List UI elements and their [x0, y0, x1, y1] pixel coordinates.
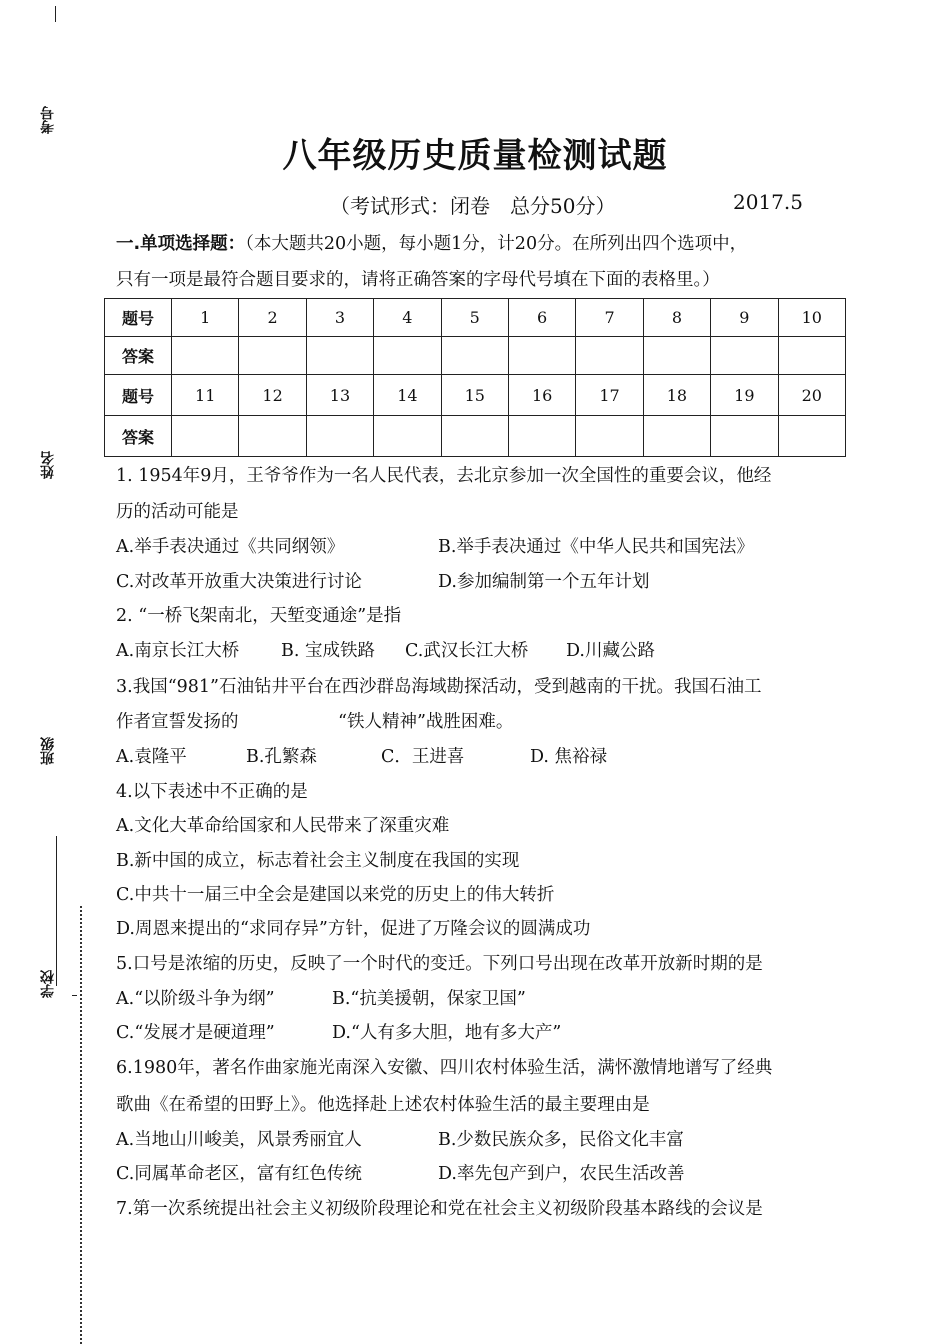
- question-number-cell: 10: [778, 299, 845, 337]
- answer-cell[interactable]: [306, 337, 373, 375]
- question-number-cell: 5: [441, 299, 508, 337]
- question-number-cell: 8: [643, 299, 710, 337]
- q6-option-b: B.少数民族众多，民俗文化丰富: [438, 1130, 684, 1150]
- q5-option-a: A.“以阶级斗争为纲”: [116, 989, 275, 1009]
- q1-option-b: B.举手表决通过《中华人民共和国宪法》: [438, 537, 754, 557]
- q6-stem-line-1: 6.1980年，著名作曲家施光南深入安徽、四川农村体验生活，满怀激情地谱写了经典: [116, 1058, 773, 1078]
- exam-title: 八年级历史质量检测试题: [282, 136, 668, 176]
- answer-cell[interactable]: [239, 416, 306, 457]
- binding-tick: [72, 995, 77, 996]
- school-fill-line: [56, 836, 57, 986]
- exam-date: 2017.5: [733, 190, 803, 214]
- question-number-cell: 20: [778, 375, 845, 416]
- section-instruction-1: （本大题共20小题，每小题1分，计20分。在所列出四个选项中，: [245, 234, 748, 254]
- answer-cell[interactable]: [576, 416, 643, 457]
- answer-cell[interactable]: [172, 337, 239, 375]
- q4-option-d: D.周恩来提出的“求同存异”方针，促进了万隆会议的圆满成功: [116, 919, 591, 939]
- q3-option-c: C．王进喜: [381, 747, 465, 767]
- answer-cell[interactable]: [441, 337, 508, 375]
- q5-option-d: D.“人有多大胆，地有多大产”: [332, 1023, 562, 1043]
- q1-option-c: C.对改革开放重大决策进行讨论: [116, 572, 362, 592]
- q4-option-c: C.中共十一届三中全会是建国以来党的历史上的伟大转折: [116, 885, 555, 905]
- question-number-cell: 7: [576, 299, 643, 337]
- question-number-cell: 17: [576, 375, 643, 416]
- school-label: 学校: [40, 970, 56, 998]
- answer-table: [104, 298, 846, 457]
- q4-stem: 4.以下表述中不正确的是: [116, 782, 308, 802]
- answer-cell[interactable]: [374, 337, 441, 375]
- answer-cell[interactable]: [441, 416, 508, 457]
- question-number-header: 题号: [105, 299, 172, 337]
- class-label: 班级: [40, 737, 56, 765]
- question-number-row: [105, 375, 846, 416]
- q4-option-a: A.文化大革命给国家和人民带来了深重灾难: [116, 816, 450, 836]
- name-label: 姓名: [40, 451, 56, 479]
- question-number-cell: 2: [239, 299, 306, 337]
- question-number-cell: 6: [508, 299, 575, 337]
- section-instruction-line-1: [116, 230, 747, 255]
- answer-row: [105, 416, 846, 457]
- answer-cell[interactable]: [711, 416, 778, 457]
- question-number-cell: 15: [441, 375, 508, 416]
- q2-stem: 2. “一桥飞架南北，天堑变通途”是指: [116, 606, 402, 626]
- binding-top-mark: [55, 6, 56, 22]
- question-number-cell: 9: [711, 299, 778, 337]
- answer-cell[interactable]: [711, 337, 778, 375]
- q3-stem-line-2b: “铁人精神”战胜困难。: [338, 712, 514, 732]
- q3-option-a: A.袁隆平: [116, 747, 187, 767]
- question-number-cell: 18: [643, 375, 710, 416]
- q2-option-b: B. 宝成铁路: [281, 641, 375, 661]
- q3-option-b: B.孔繁森: [246, 747, 317, 767]
- answer-cell[interactable]: [778, 416, 845, 457]
- q1-option-a: A.举手表决通过《共同纲领》: [116, 537, 345, 557]
- q5-stem: 5.口号是浓缩的历史，反映了一个时代的变迁。下列口号出现在改革开放新时期的是: [116, 954, 763, 974]
- q3-stem-line-2a: 作者宣誓发扬的: [116, 712, 239, 732]
- q6-option-c: C.同属革命老区，富有红色传统: [116, 1164, 362, 1184]
- answer-row: [105, 337, 846, 375]
- q3-stem-line-1: 3.我国“981”石油钻井平台在西沙群岛海域勘探活动，受到越南的干扰。我国石油工: [116, 677, 762, 697]
- q6-stem-line-2: 歌曲《在希望的田野上》。他选择赴上述农村体验生活的最主要理由是: [116, 1095, 650, 1115]
- q4-option-b: B.新中国的成立，标志着社会主义制度在我国的实现: [116, 851, 520, 871]
- question-number-cell: 16: [508, 375, 575, 416]
- q5-option-b: B.“抗美援朝，保家卫国”: [332, 989, 526, 1009]
- question-number-cell: 11: [172, 375, 239, 416]
- answer-cell[interactable]: [239, 337, 306, 375]
- question-number-cell: 3: [306, 299, 373, 337]
- binding-dashed-line: [80, 906, 82, 1344]
- question-number-header: 题号: [105, 375, 172, 416]
- answer-cell[interactable]: [643, 416, 710, 457]
- answer-header: 答案: [105, 416, 172, 457]
- answer-header: 答案: [105, 337, 172, 375]
- question-number-row: [105, 299, 846, 337]
- exam-subtitle: （考试形式：闭卷 总分50分）: [330, 194, 616, 218]
- q3-option-d: D. 焦裕禄: [530, 747, 608, 767]
- answer-cell[interactable]: [508, 337, 575, 375]
- question-number-cell: 19: [711, 375, 778, 416]
- q6-option-d: D.率先包产到户，农民生活改善: [438, 1164, 685, 1184]
- answer-cell[interactable]: [643, 337, 710, 375]
- section-heading: 一.单项选择题：: [116, 234, 246, 254]
- q1-stem-line-2: 历的活动可能是: [116, 502, 239, 522]
- question-number-cell: 1: [172, 299, 239, 337]
- answer-cell[interactable]: [374, 416, 441, 457]
- question-number-cell: 14: [374, 375, 441, 416]
- q7-stem: 7.第一次系统提出社会主义初级阶段理论和党在社会主义初级阶段基本路线的会议是: [116, 1199, 763, 1219]
- question-number-cell: 4: [374, 299, 441, 337]
- q1-option-d: D.参加编制第一个五年计划: [438, 572, 650, 592]
- answer-cell[interactable]: [778, 337, 845, 375]
- answer-cell[interactable]: [576, 337, 643, 375]
- section-instruction-2: 只有一项是最符合题目要求的，请将正确答案的字母代号填在下面的表格里。）: [116, 270, 720, 290]
- answer-cell[interactable]: [172, 416, 239, 457]
- question-number-cell: 13: [306, 375, 373, 416]
- q2-option-d: D.川藏公路: [566, 641, 655, 661]
- q1-stem-line-1: 1. 1954年9月，王爷爷作为一名人民代表，去北京参加一次全国性的重要会议，他经: [116, 466, 772, 486]
- answer-cell[interactable]: [508, 416, 575, 457]
- q5-option-c: C.“发展才是硬道理”: [116, 1023, 275, 1043]
- q6-option-a: A.当地山川峻美，风景秀丽宜人: [116, 1130, 362, 1150]
- q2-option-c: C.武汉长江大桥: [405, 641, 529, 661]
- answer-cell[interactable]: [306, 416, 373, 457]
- exam-number-label: 考号: [40, 106, 56, 134]
- question-number-cell: 12: [239, 375, 306, 416]
- q2-option-a: A.南京长江大桥: [116, 641, 240, 661]
